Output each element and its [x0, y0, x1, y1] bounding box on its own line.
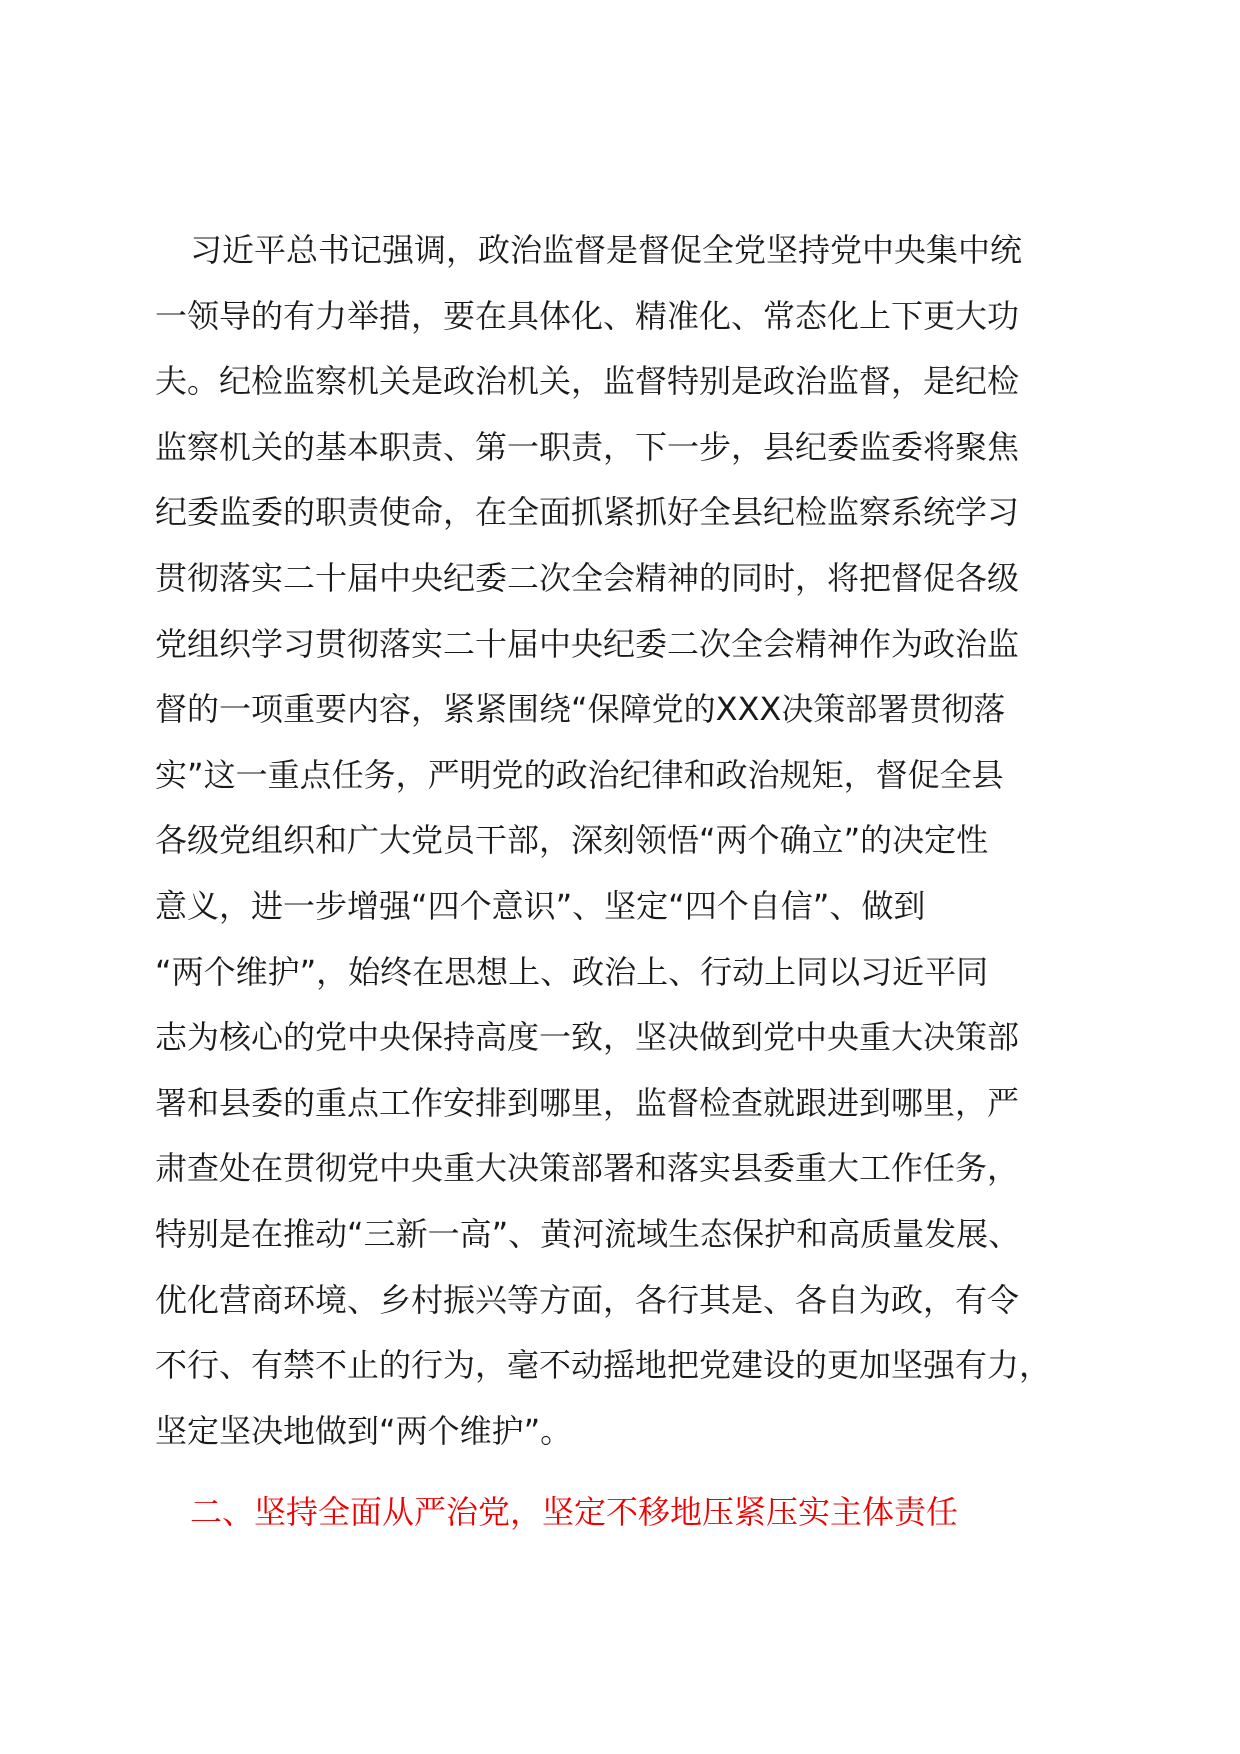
paragraph-line: 坚定坚决地做到“两个维护”。: [155, 1411, 573, 1450]
paragraph-line: 署和县委的重点工作安排到哪里，监督检查就跟进到哪里，严: [155, 1083, 1020, 1122]
paragraph-line: 优化营商环境、乡村振兴等方面，各行其是、各自为政，有令: [155, 1280, 1020, 1319]
paragraph-line: 贯彻落实二十届中央纪委二次全会精神的同时，将把督促各级: [155, 558, 1020, 597]
paragraph-line: “两个维护”，始终在思想上、政治上、行动上同以习近平同: [155, 952, 989, 991]
paragraph-line: 监察机关的基本职责、第一职责，下一步，县纪委监委将聚焦: [155, 427, 1020, 466]
paragraph-line: 一领导的有力举措，要在具体化、精准化、常态化上下更大功: [155, 296, 1020, 335]
paragraph-line: 夫。纪检监察机关是政治机关，监督特别是政治监督，是纪检: [155, 362, 1020, 401]
paragraph-line: 党组织学习贯彻落实二十届中央纪委二次全会精神作为政治监: [155, 624, 1020, 663]
paragraph-line: 志为核心的党中央保持高度一致，坚决做到党中央重大决策部: [155, 1018, 1020, 1057]
paragraph-line: 实”这一重点任务，严明党的政治纪律和政治规矩，督促全县: [155, 755, 1004, 794]
paragraph-line: 习近平总书记强调，政治监督是督促全党坚持党中央集中统: [190, 231, 1023, 269]
paragraph-line: 各级党组织和广大党员干部，深刻领悟“两个确立”的决定性: [155, 821, 989, 860]
document-body: [155, 218, 1085, 1532]
paragraph-line: 意义，进一步增强“四个意识”、坚定“四个自信”、做到: [155, 886, 926, 925]
paragraph-line: 特别是在推动“三新一高”、黄河流域生态保护和高质量发展、: [155, 1214, 1021, 1253]
section-heading: 二、坚持全面从严治党，坚定不移地压紧压实主体责任: [190, 1493, 959, 1532]
paragraph-line: 纪委监委的职责使命，在全面抓紧抓好全县纪检监察系统学习: [155, 493, 1020, 532]
paragraph-line: 肃查处在贯彻党中央重大决策部署和落实县委重大工作任务，: [155, 1149, 1020, 1188]
paragraph-line: 督的一项重要内容，紧紧围绕“保障党的XXX决策部署贯彻落: [155, 690, 1006, 729]
paragraph-line: 不行、有禁不止的行为，毫不动摇地把党建设的更加坚强有力，: [155, 1346, 1052, 1385]
body-paragraph: [155, 218, 1085, 1464]
